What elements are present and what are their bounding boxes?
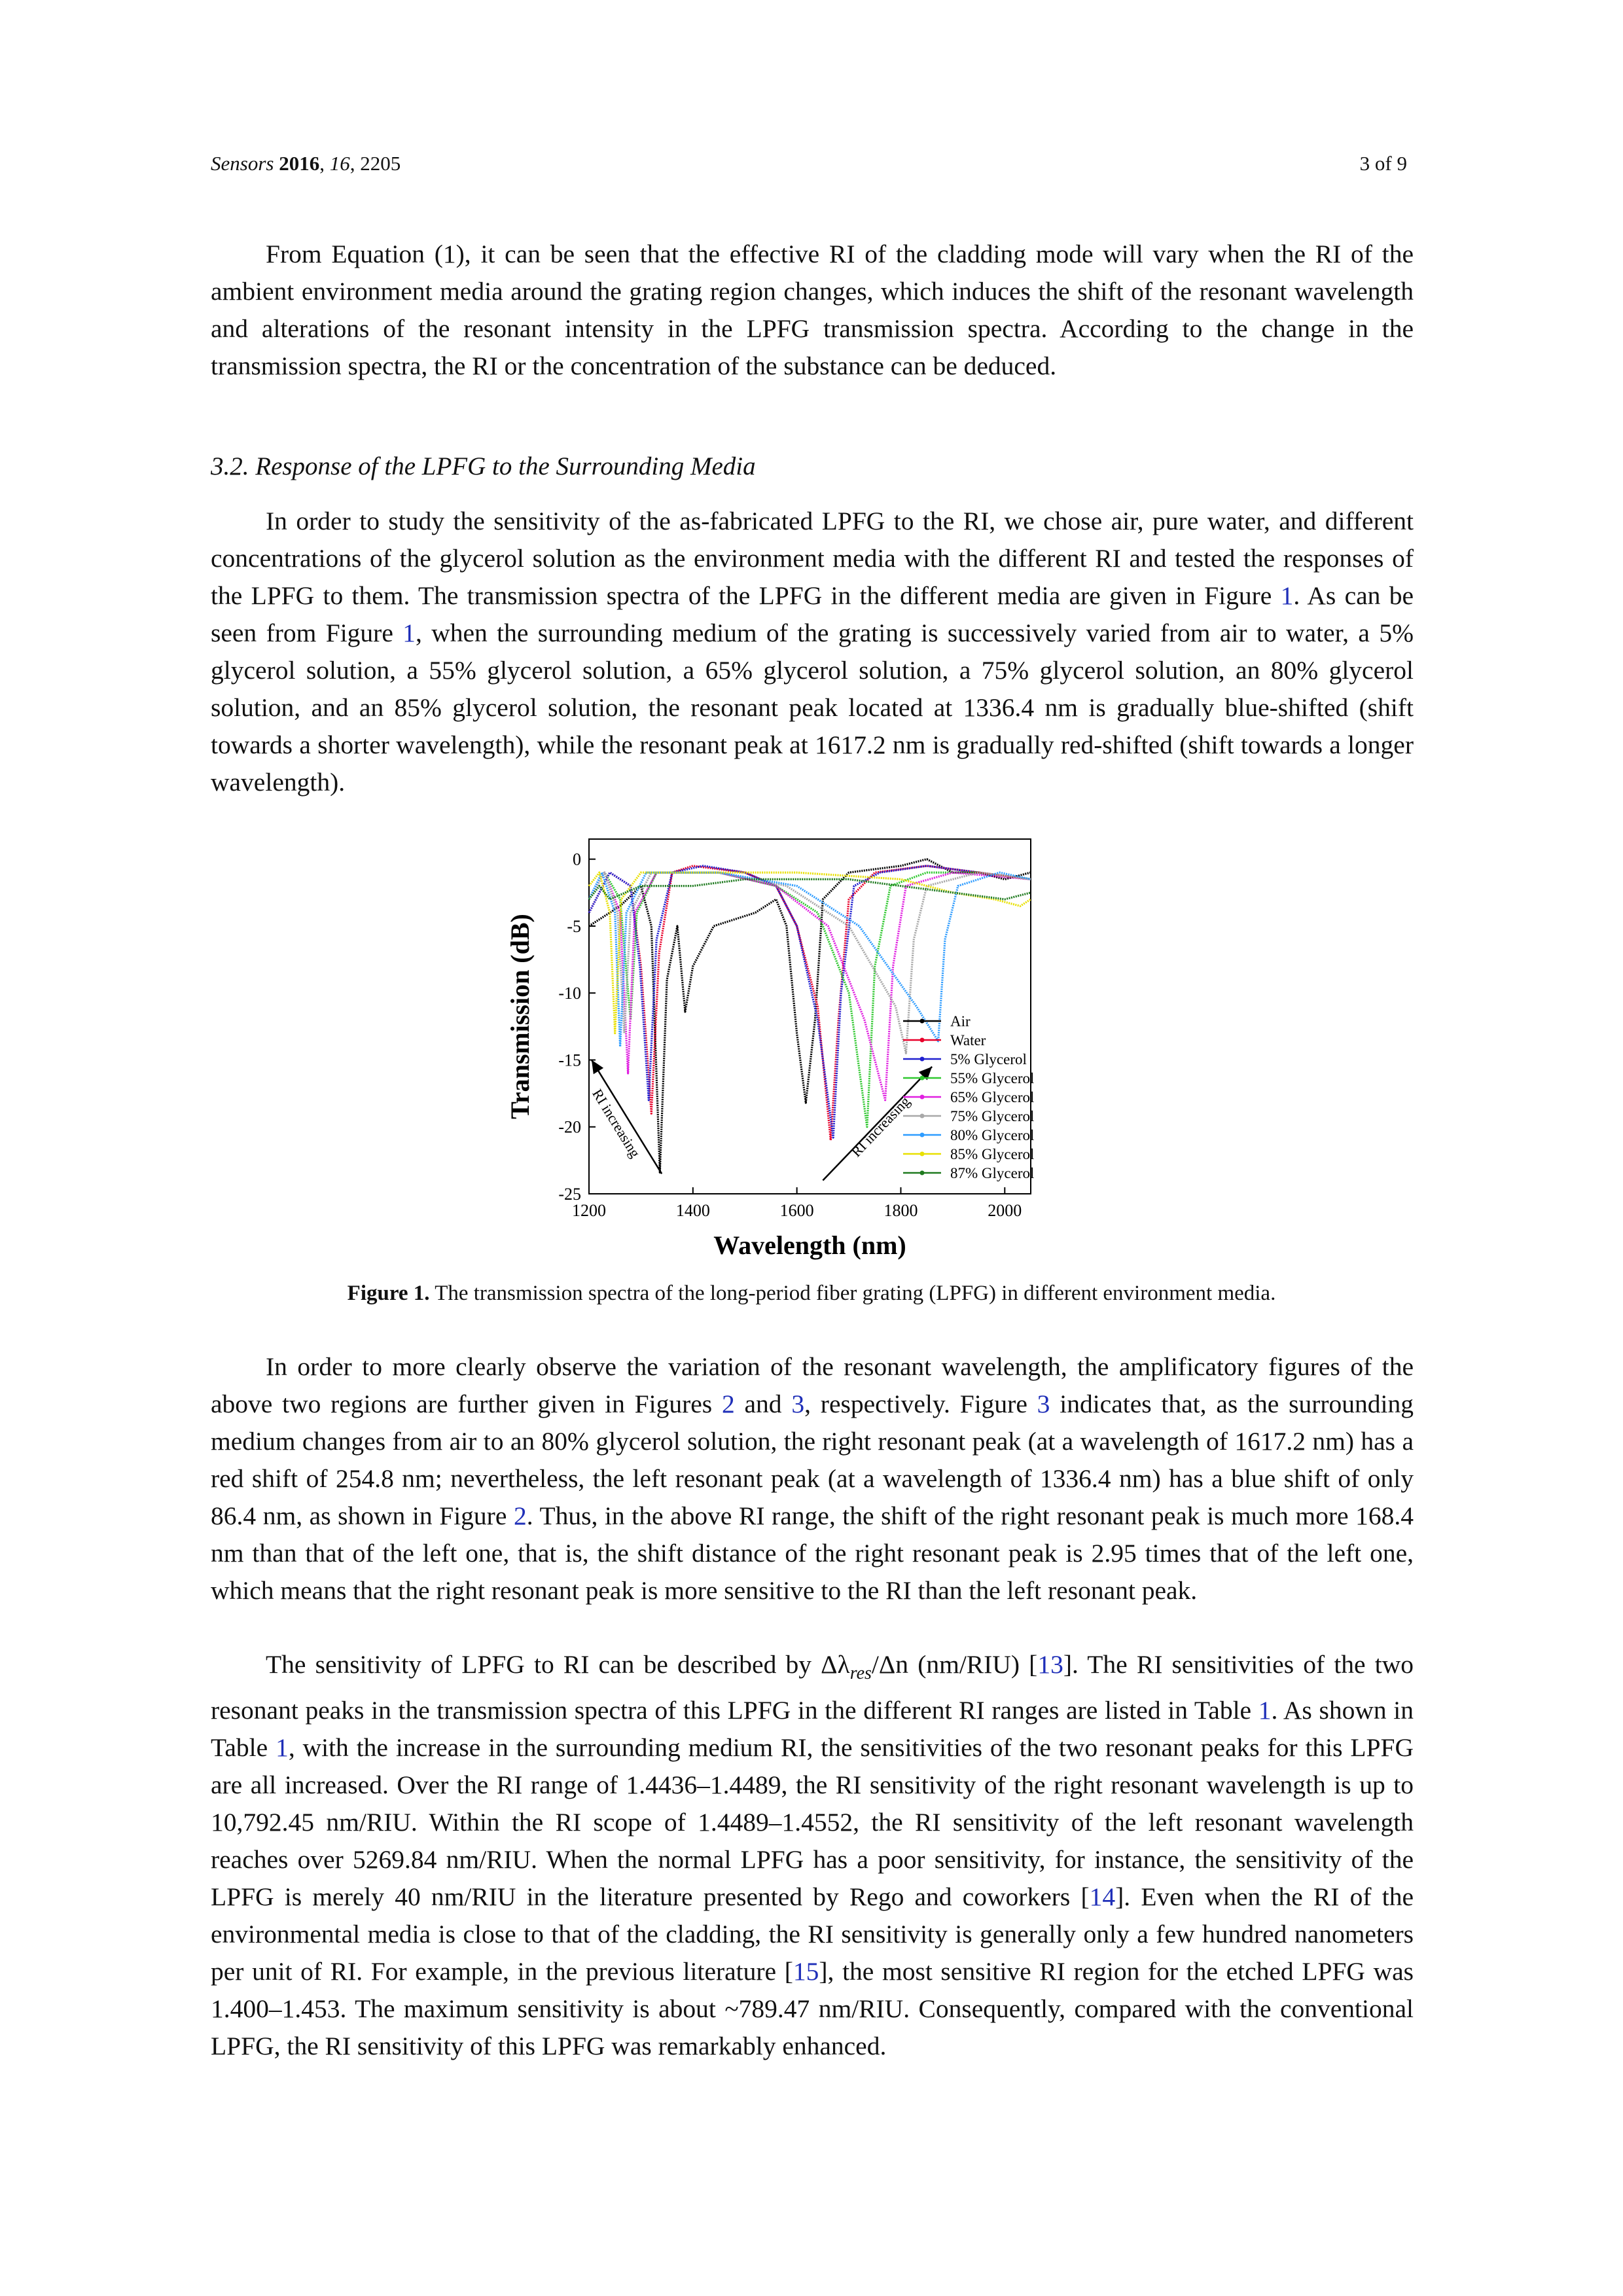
legend-label: Air (950, 1013, 971, 1030)
citation-link[interactable]: 13 (1037, 1650, 1063, 1679)
citation-link[interactable]: 15 (793, 1956, 819, 1986)
figure-caption (0, 1282, 1623, 1306)
x-tick-label: 2000 (988, 1201, 1022, 1220)
x-tick-label: 1800 (883, 1201, 918, 1220)
legend-marker (920, 1152, 925, 1157)
figure-ref-link[interactable]: 1 (402, 619, 416, 647)
y-tick-label: -5 (567, 916, 581, 936)
figure-ref-link[interactable]: 2 (513, 1501, 527, 1530)
paragraph-3: In order to more clearly observe the variation of the resonant wavelength, the amplificatory figures of the above two regions are further given in Figures 2 and 3, respectively. Figure 3 indicates that, as the surrounding medium changes from air to an 80% glycerol solution, the right resonant peak (at a wavelength of 1617.2 nm) has a red shift of 254.8 nm; nevertheless, the left resonant peak (at a wavelength of 1336.4 nm) has a blue shift of only 86.4 nm, as shown in Figure 2. Thus, in the above RI range, the shift of the right resonant peak is much more 168.4 nm than that of the left one, that is, the shift distance of the right resonant peak is 2.95 times that of the left one, which means that the right resonant peak is more sensitive to the RI than the left resonant peak. (211, 1352, 1414, 1605)
journal-name: Sensors (211, 152, 274, 175)
legend-label: Water (950, 1032, 986, 1049)
y-tick-label: -25 (558, 1185, 581, 1204)
article-number: 2205 (360, 152, 401, 175)
x-tick-label: 1200 (572, 1201, 606, 1220)
annotation-arrowhead (592, 1060, 603, 1074)
annotation-label: RI increasing (589, 1086, 644, 1160)
legend-marker (920, 1038, 925, 1043)
journal-volume: 16 (329, 152, 350, 175)
legend-label: 5% Glycerol (950, 1051, 1027, 1067)
figure-caption-label: Figure 1. (347, 1282, 430, 1305)
annotation-arrow (592, 1060, 662, 1174)
legend-marker (920, 1133, 925, 1138)
figure-ref-link[interactable]: 3 (791, 1390, 805, 1418)
figure-ref-link[interactable]: 2 (721, 1390, 735, 1418)
y-tick-label: 0 (573, 850, 581, 869)
running-header-citation: Sensors 2016, 16, 2205 (211, 152, 401, 175)
legend-label: 85% Glycerol (950, 1146, 1035, 1162)
y-tick-label: -15 (558, 1050, 581, 1070)
legend-marker (920, 1076, 925, 1081)
paragraph-1-text: From Equation (1), it can be seen that the effective RI of the cladding mode will vary when the RI of the ambient environment media around the grating region changes, which induces the shift of the resonant wavelength and alterations of the resonant intensity in the LPFG transmission spectra. According to the change in the transmission spectra, the RI or the concentration of the substance can be deduced. (211, 240, 1414, 380)
y-axis-label: Transmission (dB) (505, 914, 535, 1119)
citation-link[interactable]: 14 (1089, 1882, 1116, 1911)
x-tick-label: 1600 (779, 1201, 814, 1220)
figure-ref-link[interactable]: 3 (1037, 1390, 1050, 1418)
series-line (589, 879, 1031, 899)
x-tick-label: 1400 (675, 1201, 710, 1220)
legend-marker (920, 1019, 925, 1024)
figure-ref-link[interactable]: 1 (1280, 581, 1294, 610)
page-number: 3 of 9 (1359, 152, 1407, 175)
legend-label: 75% Glycerol (950, 1108, 1035, 1124)
x-axis-label: Wavelength (nm) (713, 1230, 906, 1260)
annotation-label: RI increasing (847, 1092, 914, 1160)
legend-label: 80% Glycerol (950, 1127, 1035, 1143)
paragraph-2: In order to study the sensitivity of the as-fabricated LPFG to the RI, we chose air, pure water, and different concentrations of the glycerol solution as the environment media with the different RI and tested the responses of the LPFG to them. The transmission spectra of the LPFG in the different media are given in Figure 1. As can be seen from Figure 1, when the surrounding medium of the grating is successively varied from air to water, a 5% glycerol solution, a 55% glycerol solution, a 65% glycerol solution, a 75% glycerol solution, an 80% glycerol solution, and an 85% glycerol solution, the resonant peak located at 1336.4 nm is gradually blue-shifted (shift towards a shorter wavelength), while the resonant peak at 1617.2 nm is gradually red-shifted (shift towards a longer wavelength). (211, 507, 1414, 797)
section-title: 3.2. Response of the LPFG to the Surrounding Media (211, 452, 756, 480)
figure-1-chart (497, 831, 1126, 1263)
table-ref-link[interactable]: 1 (1258, 1695, 1272, 1725)
legend-marker (920, 1057, 925, 1062)
legend-marker (920, 1095, 925, 1100)
paragraph-1 (211, 236, 1414, 385)
figure-caption-text: The transmission spectra of the long-period fiber grating (LPFG) in different environment media. (429, 1282, 1276, 1305)
y-tick-label: -20 (558, 1117, 581, 1137)
legend-label: 55% Glycerol (950, 1070, 1035, 1086)
paragraph-4: The sensitivity of LPFG to RI can be described by $\Delta\lambda_{res}/\Delta n$ (nm/RIU) [13]. The RI sensitivities of the two resonant peaks in the transmission spectra of this LPFG in the different RI ranges are listed in Table 1. As shown in Table 1, with the increase in the surrounding medium RI, the sensitivities of the two resonant peaks for this LPFG are all increased. Over the RI range of 1.4436–1.4489, the RI sensitivity of the right resonant wavelength is up to 10,792.45 nm/RIU. Within the RI scope of 1.4489–1.4552, the RI sensitivity of the left resonant wavelength reaches over 5269.84 nm/RIU. When the normal LPFG has a poor sensitivity, for instance, the sensitivity of the LPFG is merely 40 nm/RIU in the literature presented by Rego and coworkers [14]. Even when the RI of the environmental media is close to that of the cladding, the RI sensitivity is generally only a few hundred nanometers per unit of RI. For example, in the previous literature [15], the most sensitive RI region for the etched LPFG was 1.400–1.453. The maximum sensitivity is about ~789.47 nm/RIU. Consequently, compared with the conventional LPFG, the RI sensitivity of this LPFG was remarkably enhanced. (211, 1650, 1414, 2060)
legend-marker (920, 1171, 925, 1175)
legend-label: 65% Glycerol (950, 1089, 1035, 1105)
y-tick-label: -10 (558, 984, 581, 1003)
legend-marker (920, 1114, 925, 1119)
journal-year: 2016 (279, 152, 320, 175)
legend-label: 87% Glycerol (950, 1165, 1035, 1181)
table-ref-link[interactable]: 1 (276, 1732, 289, 1762)
